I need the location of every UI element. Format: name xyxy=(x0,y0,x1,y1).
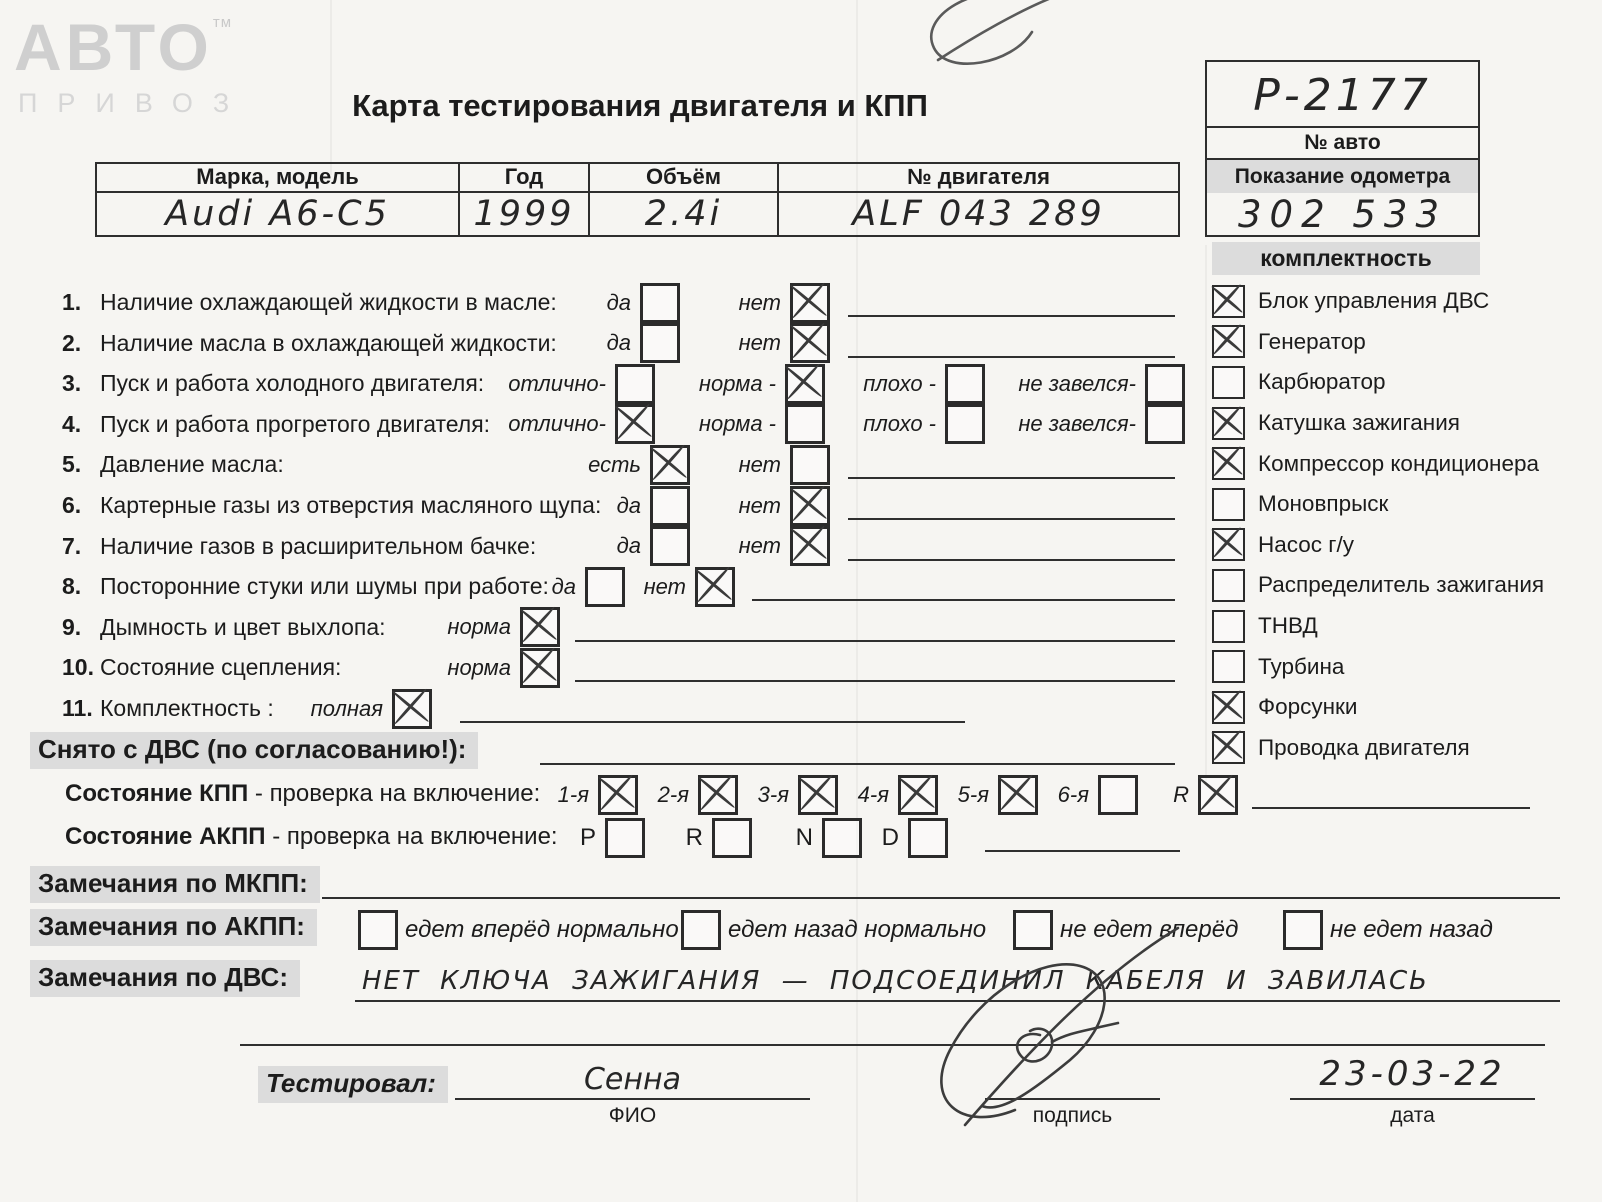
fio-sublabel: ФИО xyxy=(608,1104,657,1127)
automatic-gearbox-check-label: Состояние АКПП - проверка на включение: xyxy=(65,823,558,850)
item3-option1-label: отлично- xyxy=(508,370,606,396)
fill-line xyxy=(848,315,1175,317)
removed-from-engine-section xyxy=(0,730,1602,771)
akpp-remark-label: не едет назад xyxy=(1330,916,1493,943)
fill-line xyxy=(575,680,1175,682)
item7-option1-label: да xyxy=(616,533,641,559)
fio-line xyxy=(455,1098,810,1100)
item3-option2-label: норма - xyxy=(698,370,776,396)
item5-option2 xyxy=(0,444,830,485)
item9-option1-label: норма xyxy=(447,614,511,640)
akpp-remark-checkbox-1[interactable] xyxy=(681,910,721,950)
fill-line xyxy=(540,763,1175,765)
item-label: Посторонние стуки или шумы при работе: xyxy=(100,573,549,600)
kpp-gear-6-я-label: 6-я xyxy=(1057,781,1089,807)
item8-option2-label: нет xyxy=(643,573,686,599)
date-line xyxy=(1290,1098,1535,1100)
item-label: Комплектность : xyxy=(100,695,274,721)
item6-option2-label: нет xyxy=(738,492,781,518)
akpp-remarks-label: Замечания по АКПП: xyxy=(30,909,317,946)
odometer-label: Показание одометра xyxy=(1207,160,1478,193)
fill-line xyxy=(848,477,1175,479)
engine-number-value: ALF 043 289 xyxy=(852,194,1105,234)
fill-line xyxy=(848,518,1175,520)
equipment-row-2 xyxy=(1212,362,1602,403)
item9-option1-checkbox[interactable] xyxy=(520,607,560,647)
make-model-value: Audi A6-C5 xyxy=(97,193,460,235)
item-number: 5. xyxy=(62,451,82,478)
date-sublabel: дата xyxy=(1390,1104,1435,1127)
item7-option2-label: нет xyxy=(738,533,781,559)
item4-option4 xyxy=(0,404,1185,445)
equipment-label: Моновпрыск xyxy=(1258,491,1389,517)
kpp-gear-4-я-label: 4-я xyxy=(857,781,889,807)
akpp-position-D-checkbox[interactable] xyxy=(908,818,948,858)
equipment-row-6 xyxy=(1212,525,1602,566)
akpp-position-R-label: R xyxy=(685,823,703,851)
equipment-checkbox-0[interactable] xyxy=(1212,285,1245,318)
equipment-checkbox-5[interactable] xyxy=(1212,488,1245,521)
odometer-value: 302 533 xyxy=(1237,193,1447,236)
tester-name-value: Сенна xyxy=(583,1062,682,1097)
item-number: 1. xyxy=(62,289,82,315)
footer-section xyxy=(0,1054,1602,1130)
equipment-row-4 xyxy=(1212,443,1602,484)
item2-option2-label: нет xyxy=(738,330,781,356)
fill-line xyxy=(848,559,1175,561)
equipment-label: Генератор xyxy=(1258,328,1366,354)
item-label: Картерные газы из отверстия масляного щупа: xyxy=(100,492,602,518)
akpp-remark-option-0 xyxy=(358,910,679,950)
item1-option2-label: нет xyxy=(738,289,781,315)
fill-line xyxy=(985,850,1180,852)
item-number: 4. xyxy=(62,410,82,437)
vehicle-number-box xyxy=(1205,60,1480,237)
vehicle-number-value: Р-2177 xyxy=(1207,62,1478,128)
removed-from-engine-label: Снято с ДВС (по согласованию!): xyxy=(30,732,478,769)
item9-option1 xyxy=(0,607,560,648)
kpp-gear-R xyxy=(0,774,1238,815)
item2-option2-checkbox[interactable] xyxy=(790,323,830,363)
item3-option4-label: не завелся- xyxy=(1018,370,1136,396)
logo-tm: тм xyxy=(212,14,233,31)
item6-option2 xyxy=(0,485,830,526)
kpp-gear-5-я-label: 5-я xyxy=(957,781,989,807)
mkpp-remarks-section xyxy=(0,864,1602,905)
item-label: Дымность и цвет выхлопа: xyxy=(100,613,386,640)
equipment-row-7 xyxy=(1212,565,1602,606)
akpp-position-P-label: P xyxy=(579,823,596,851)
item8-option2-checkbox[interactable] xyxy=(695,567,735,607)
equipment-header: комплектность xyxy=(1212,242,1480,275)
item8-option2 xyxy=(0,566,735,607)
item10-option1-checkbox[interactable] xyxy=(520,648,560,688)
col-header-year: Год xyxy=(460,164,590,193)
item2-option2 xyxy=(0,323,830,364)
equipment-checkbox-9[interactable] xyxy=(1212,650,1245,683)
equipment-label: Турбина xyxy=(1258,653,1345,679)
item3-option4 xyxy=(0,363,1185,404)
signature-sublabel: подпись xyxy=(1032,1104,1113,1127)
vehicle-number-label: № авто xyxy=(1207,128,1478,160)
equipment-row-9 xyxy=(1212,646,1602,687)
kpp-gear-R-checkbox[interactable] xyxy=(1198,775,1238,815)
engine-remarks-value: НЕТ КЛЮЧА ЗАЖИГАНИЯ — ПОДСОЕДИНИЛ КАБЕЛЯ И ЗАВИЛАСЬ xyxy=(362,966,1429,996)
item1-option2-checkbox[interactable] xyxy=(790,283,830,323)
item-label: Наличие газов в расширительном бачке: xyxy=(100,532,537,559)
akpp-remark-option-3 xyxy=(1283,910,1493,950)
fill-line xyxy=(460,721,965,723)
item-number: 10. xyxy=(62,654,94,681)
kpp-gear-1-я-label: 1-я xyxy=(557,781,589,807)
fill-line xyxy=(752,599,1175,601)
fill-line xyxy=(1252,807,1530,809)
equipment-label: Катушка зажигания xyxy=(1258,410,1460,436)
fill-line xyxy=(575,640,1175,642)
volume-value: 2.4i xyxy=(590,193,779,235)
kpp-gear-R-label: R xyxy=(1173,781,1189,807)
equipment-label: ТНВД xyxy=(1258,613,1318,639)
item5-option2-label: нет xyxy=(738,451,781,477)
equipment-row-5 xyxy=(1212,484,1602,525)
item-number: 9. xyxy=(62,613,82,640)
equipment-row-0 xyxy=(1212,281,1602,322)
equipment-label: Карбюратор xyxy=(1258,369,1386,395)
item5-option1-label: есть xyxy=(588,451,641,477)
year-value: 1999 xyxy=(460,193,590,235)
item4-option1-label: отлично- xyxy=(508,411,606,437)
equipment-column xyxy=(1212,242,1602,768)
akpp-remark-checkbox-0[interactable] xyxy=(358,910,398,950)
akpp-remark-label: не едет вперёд xyxy=(1060,916,1239,943)
col-header-make-model: Марка, модель xyxy=(97,164,460,193)
equipment-row-10 xyxy=(1212,687,1602,728)
item-number: 6. xyxy=(62,492,82,518)
item3-option3-label: плохо - xyxy=(863,370,936,396)
item7-option2-checkbox[interactable] xyxy=(790,526,830,566)
equipment-label: Компрессор кондиционера xyxy=(1258,450,1539,476)
page-title: Карта тестирования двигателя и КПП xyxy=(352,88,928,123)
akpp-position-D-label: D xyxy=(881,823,899,851)
automatic-gearbox-check-row xyxy=(0,817,1602,858)
item-number: 3. xyxy=(62,370,82,397)
engine-remarks-section xyxy=(0,958,1602,1008)
item4-option4-checkbox[interactable] xyxy=(1145,404,1185,444)
item4-option3-label: плохо - xyxy=(863,411,936,437)
item-label: Наличие охлаждающей жидкости в масле: xyxy=(100,289,557,315)
equipment-label: Форсунки xyxy=(1258,694,1358,720)
item-number: 7. xyxy=(62,532,82,559)
akpp-remark-label: едет вперёд нормально xyxy=(405,916,679,943)
equipment-label: Блок управления ДВС xyxy=(1258,288,1490,314)
equipment-checkbox-4[interactable] xyxy=(1212,447,1245,480)
item1-option2 xyxy=(0,282,830,323)
gearbox-check-label: Состояние КПП - проверка на включение: xyxy=(65,780,541,807)
gearbox-check-row xyxy=(0,774,1602,815)
col-header-engine-number: № двигателя xyxy=(779,164,1178,193)
equipment-checkbox-3[interactable] xyxy=(1212,407,1245,440)
fill-line xyxy=(848,356,1175,358)
tested-by-label: Тестировал: xyxy=(258,1066,448,1103)
equipment-label: Насос г/у xyxy=(1258,531,1354,557)
mkpp-remarks-label: Замечания по МКПП: xyxy=(30,866,320,903)
akpp-remarks-section xyxy=(0,907,1602,953)
item11-option1-checkbox[interactable] xyxy=(392,689,432,729)
item10-option1 xyxy=(0,647,560,688)
item8-option1-label: да xyxy=(551,573,576,599)
item5-option2-checkbox[interactable] xyxy=(790,445,830,485)
item-label: Пуск и работа холодного двигателя: xyxy=(100,370,485,397)
kpp-gear-3-я-label: 3-я xyxy=(757,781,789,807)
equipment-checkbox-7[interactable] xyxy=(1212,569,1245,602)
item-number: 11. xyxy=(62,695,93,721)
item3-option4-checkbox[interactable] xyxy=(1145,364,1185,404)
item-label: Наличие масла в охлаждающей жидкости: xyxy=(100,329,557,356)
item4-option4-label: не завелся- xyxy=(1018,411,1136,437)
pen-scribble xyxy=(880,0,1100,74)
equipment-checkbox-1[interactable] xyxy=(1212,325,1245,358)
col-header-volume: Объём xyxy=(590,164,779,193)
vehicle-info-table xyxy=(95,162,1180,237)
item6-option2-checkbox[interactable] xyxy=(790,486,830,526)
fill-line xyxy=(322,897,1560,899)
equipment-row-1 xyxy=(1212,322,1602,363)
akpp-remark-label: едет назад нормально xyxy=(728,916,987,943)
logo-text: АВТО xyxy=(14,10,213,84)
item7-option2 xyxy=(0,526,830,567)
item-label: Пуск и работа прогретого двигателя: xyxy=(100,410,491,437)
equipment-checkbox-6[interactable] xyxy=(1212,528,1245,561)
akpp-remark-checkbox-3[interactable] xyxy=(1283,910,1323,950)
item6-option1-label: да xyxy=(616,492,641,518)
item11-option1 xyxy=(0,688,432,729)
item10-option1-label: норма xyxy=(447,654,511,680)
item-label: Давление масла: xyxy=(100,451,284,478)
item-number: 8. xyxy=(62,573,82,600)
date-value: 23-03-22 xyxy=(1319,1054,1506,1094)
logo-subtext: ПРИВОЗ xyxy=(18,88,250,118)
avtoprivoz-logo xyxy=(14,10,250,119)
equipment-checkbox-2[interactable] xyxy=(1212,366,1245,399)
item-number: 2. xyxy=(62,329,82,356)
akpp-position-D xyxy=(0,817,948,858)
equipment-checkbox-8[interactable] xyxy=(1212,610,1245,643)
akpp-position-N-label: N xyxy=(795,823,813,851)
item-label: Состояние сцепления: xyxy=(100,654,342,681)
item4-option2-label: норма - xyxy=(698,411,776,437)
equipment-label: Распределитель зажигания xyxy=(1258,572,1545,598)
item11-option1-label: полная xyxy=(310,695,383,721)
separator-line xyxy=(240,1044,1545,1046)
engine-remarks-label: Замечания по ДВС: xyxy=(30,960,300,997)
item1-option1-label: да xyxy=(606,289,631,315)
equipment-row-8 xyxy=(1212,606,1602,647)
equipment-row-3 xyxy=(1212,403,1602,444)
kpp-gear-2-я-label: 2-я xyxy=(657,781,689,807)
equipment-checkbox-10[interactable] xyxy=(1212,691,1245,724)
signature xyxy=(920,930,1240,1140)
item2-option1-label: да xyxy=(606,330,631,356)
equipment-label: Проводка двигателя xyxy=(1258,734,1470,760)
